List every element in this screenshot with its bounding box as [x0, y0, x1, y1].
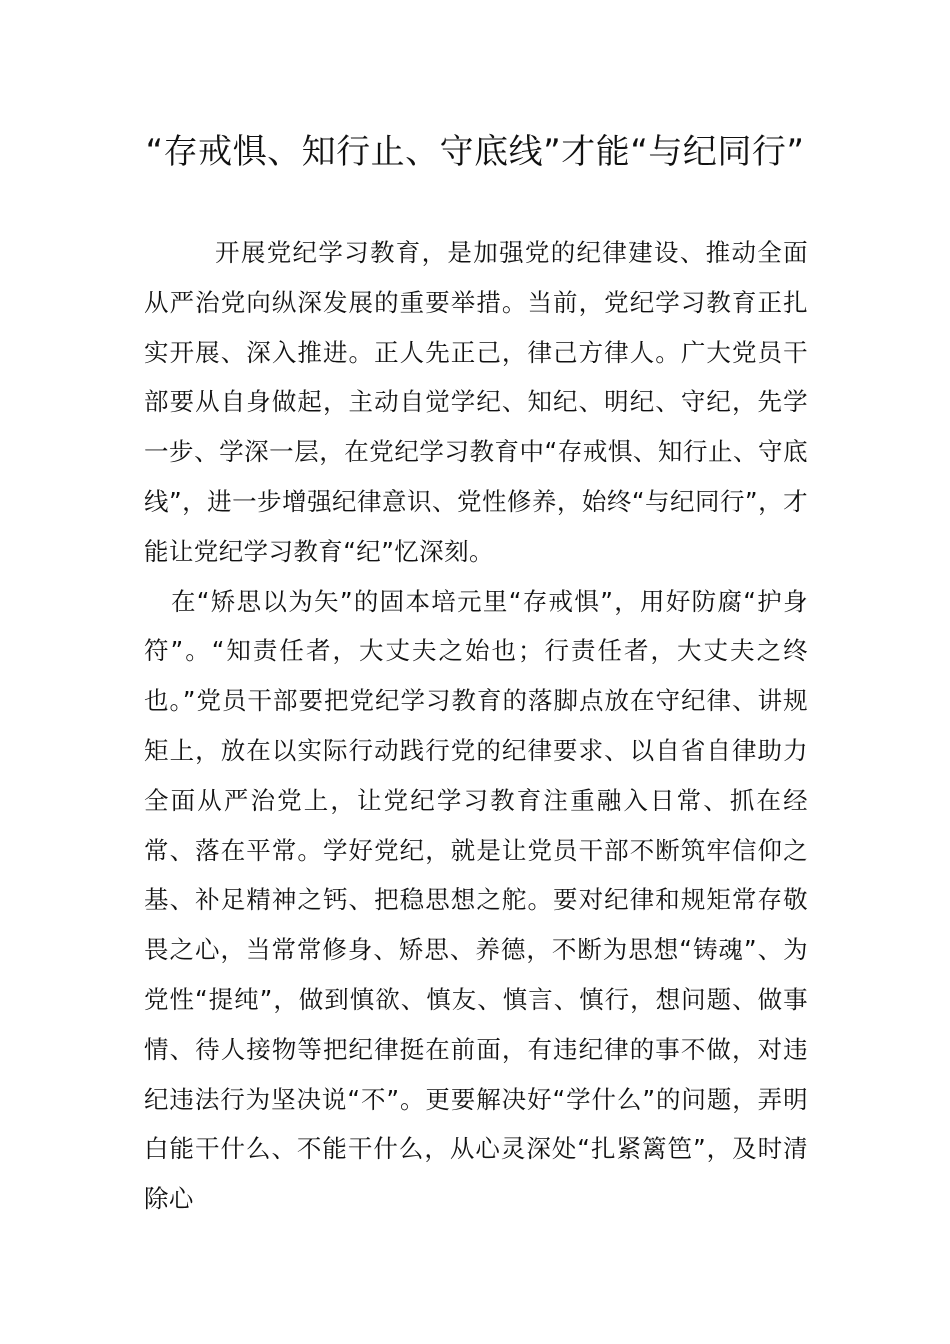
document-body [144, 228, 808, 1224]
paragraph-1: 开展党纪学习教育，是加强党的纪律建设、推动全面从严治党向纵深发展的重要举措。当前，党纪学习教育正扎实开展、深入推进。正人先正己，律己方律人。广大党员干部要从自身做起，主动自觉学纪、知纪、明纪、守纪，先学一步、学深一层，在党纪学习教育中“存戒惧、知行止、守底线”，进一步增强纪律意识、党性修养，始终“与纪同行”，才能让党纪学习教育“纪”忆深刻。 [144, 238, 808, 566]
document-title: “存戒惧、知行止、守底线”才能“与纪同行” [145, 132, 805, 172]
paragraph-2: 在“矫思以为矢”的固本培元里“存戒惧”，用好防腐“护身符”。“知责任者，大丈夫之始也；行责任者，大丈夫之终也。”党员干部要把党纪学习教育的落脚点放在守纪律、讲规矩上，放在以实际行动践行党的纪律要求、以自省自律助力全面从严治党上，让党纪学习教育注重融入日常、抓在经常、落在平常。学好党纪，就是让党员干部不断筑牢信仰之基、补足精神之钙、把稳思想之舵。要对纪律和规矩常存敬畏之心，当常常修身、矫思、养德，不断为思想“铸魂”、为党性“提纯”，做到慎欲、慎友、慎言、慎行，想问题、做事情、待人接物等把纪律挺在前面，有违纪律的事不做，对违纪违法行为坚决说“不”。更要解决好“学什么”的问题，弄明白能干什么、不能干什么，从心灵深处“扎紧篱笆”，及时清除心 [144, 586, 808, 1214]
